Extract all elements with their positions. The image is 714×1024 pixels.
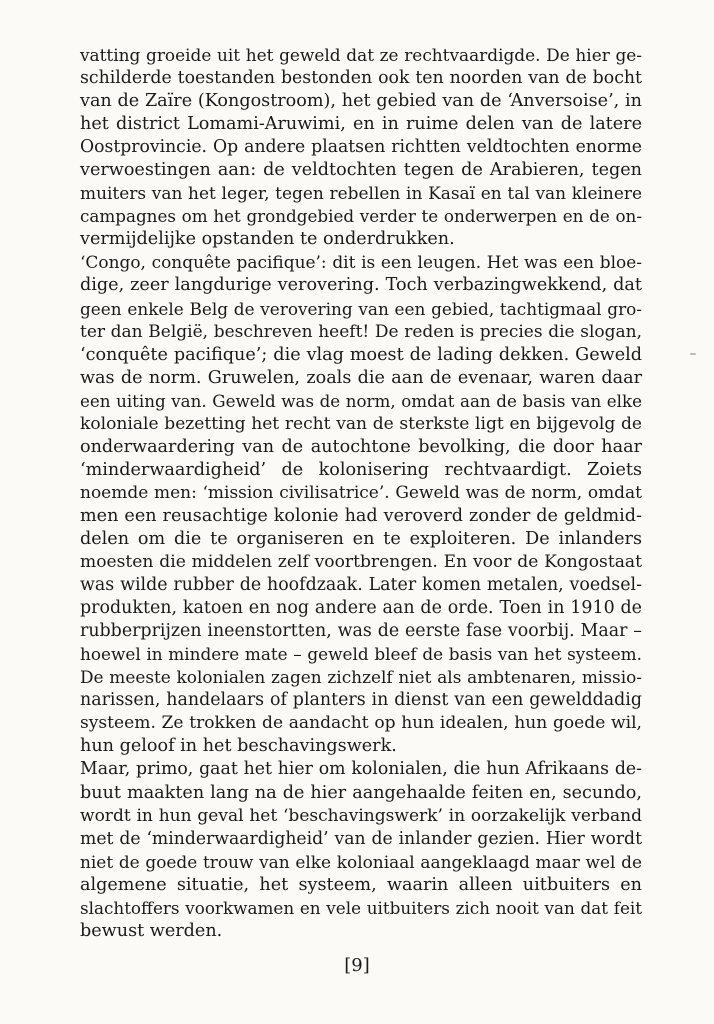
text-line: het district Lomami-Aruwimi, en in ruime delen van de latere: [80, 114, 642, 135]
text-line: Maar, primo, gaat het hier om kolonialen, die hun Afrikaans de-: [80, 759, 642, 780]
text-line: produkten, katoen en nog andere aan de orde. Toen in 1910 de: [80, 598, 642, 619]
text-line: slachtoffers voorkwamen en vele uitbuiters zich nooit van dat feit: [80, 897, 642, 918]
text-line: vatting groeide uit het geweld dat ze rechtvaardigde. De hier ge-: [80, 45, 642, 65]
text-line: systeem. Ze trokken de aandacht op hun idealen, hun goede wil,: [80, 713, 642, 734]
text-line: moesten die middelen zelf voortbrengen. En voor de Kongostaat: [80, 552, 642, 573]
scan-speck: [690, 353, 696, 355]
body-text: [80, 44, 642, 943]
text-line: een uiting van. Geweld was de norm, omdat aan de basis van elke: [80, 390, 642, 411]
text-line: schilderde toestanden bestonden ook ten noorden van de bocht: [80, 68, 642, 89]
text-line: bewust werden.: [80, 920, 223, 941]
text-line: hun geloof in het beschavingswerk.: [80, 736, 397, 757]
text-line: muiters van het leger, tegen rebellen in Kasaï en tal van kleinere: [80, 183, 642, 204]
text-line: algemene situatie, het systeem, waarin alleen uitbuiters en: [80, 874, 642, 895]
text-line: geen enkele Belg de verovering van een gebied, tachtigmaal gro-: [80, 298, 642, 319]
text-line: ‘minderwaardigheid’ de kolonisering rechtvaardigt. Zoiets: [80, 459, 642, 480]
page-number: [9]: [344, 955, 370, 976]
text-line: delen om die te organiseren en te exploiteren. De inlanders: [80, 528, 642, 549]
paragraph: [80, 758, 642, 942]
text-line: rubberprijzen ineenstortten, was de eerste fase voorbij. Maar –: [80, 621, 642, 642]
text-line: van de Zaïre (Kongostroom), het gebied van de ‘Anversoise’, in: [80, 91, 642, 112]
text-line: noemde men: ‘mission civilisatrice’. Geweld was de norm, omdat: [80, 482, 642, 503]
text-line: dige, zeer langdurige verovering. Toch verbazingwekkend, dat: [80, 275, 642, 296]
text-line: narissen, handelaars of planters in dienst van een gewelddadig: [80, 690, 642, 711]
text-line: ter dan België, beschreven heeft! De reden is precies die slogan,: [80, 321, 642, 342]
text-line: was de norm. Gruwelen, zoals die aan de evenaar, waren daar: [80, 367, 642, 388]
text-line: niet de goede trouw van elke koloniaal aangeklaagd maar wel de: [80, 851, 642, 872]
text-line: vermijdelijke opstanden te onderdrukken.: [80, 229, 455, 250]
text-line: ‘Congo, conquête pacifique’: dit is een leugen. Het was een bloe-: [80, 252, 642, 273]
text-line: wordt in hun geval het ‘beschavingswerk’ in oorzakelijk verband: [80, 805, 642, 826]
text-line: campagnes om het grondgebied verder te onderwerpen en de on-: [80, 206, 642, 227]
text-line: was wilde rubber de hoofdzaak. Later komen metalen, voedsel-: [80, 575, 642, 596]
text-line: koloniale bezetting het recht van de sterkste ligt en bijgevolg de: [80, 413, 642, 434]
text-line: verwoestingen aan: de veldtochten tegen de Arabieren, tegen: [80, 160, 642, 181]
paragraph: [80, 44, 642, 251]
text-line: men een reusachtige kolonie had veroverd zonder de geldmid-: [80, 505, 642, 526]
text-line: met de ‘minderwaardigheid’ van de inlander gezien. Hier wordt: [80, 828, 642, 849]
text-line: ‘conquête pacifique’; die vlag moest de lading dekken. Geweld: [80, 344, 642, 365]
text-line: hoewel in mindere mate – geweld bleef de basis van het systeem.: [80, 644, 642, 665]
text-line: onderwaardering van de autochtone bevolking, die door haar: [80, 436, 642, 457]
text-line: De meeste kolonialen zagen zichzelf niet als ambtenaren, missio-: [80, 667, 642, 688]
text-line: buut maakten lang na de hier aangehaalde feiten en, secundo,: [80, 782, 642, 803]
paragraph: [80, 251, 642, 758]
text-line: Oostprovincie. Op andere plaatsen richtten veldtochten enorme: [80, 137, 642, 158]
